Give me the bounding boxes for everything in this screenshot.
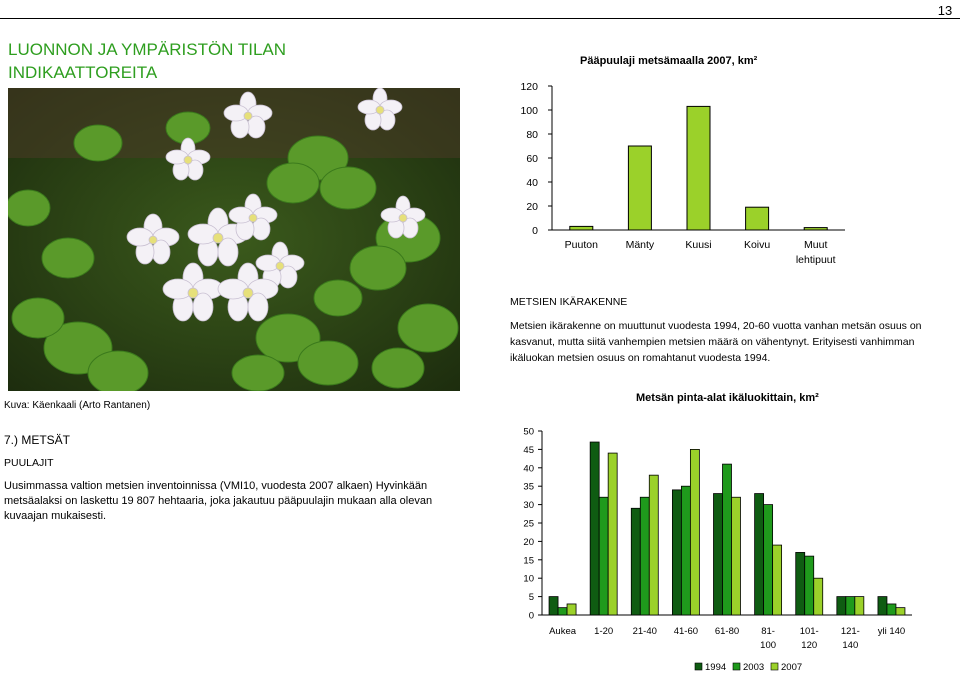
x-tick-label: Muut bbox=[804, 239, 828, 251]
x-tick-label: Mänty bbox=[625, 239, 655, 251]
bar-2003 bbox=[599, 497, 608, 615]
x-tick-label: Puuton bbox=[564, 239, 598, 251]
wood-sorrel-flowers-photo bbox=[8, 88, 460, 391]
y-tick-label: 100 bbox=[520, 105, 538, 117]
bar-2007 bbox=[814, 578, 823, 615]
bar-2007 bbox=[649, 475, 658, 615]
legend-swatch bbox=[733, 663, 740, 670]
chart1-title: Pääpuulaji metsämaalla 2007, km² bbox=[580, 55, 758, 67]
x-tick-label: 21-40 bbox=[632, 626, 657, 637]
bar-2003 bbox=[640, 497, 649, 615]
bar-1994 bbox=[549, 597, 558, 615]
tree-species-bar-chart bbox=[500, 78, 860, 278]
y-tick-label: 120 bbox=[520, 81, 538, 93]
bar-2007 bbox=[567, 604, 576, 615]
x-tick-label: yli 140 bbox=[877, 626, 906, 637]
bar bbox=[746, 207, 769, 230]
age-structure-title: METSIEN IKÄRAKENNE bbox=[510, 296, 628, 308]
header-divider bbox=[0, 18, 960, 19]
bar-2007 bbox=[855, 597, 864, 615]
x-tick-label: 101- bbox=[799, 626, 819, 637]
bar-2003 bbox=[723, 464, 732, 615]
y-tick-label: 20 bbox=[523, 536, 534, 548]
y-tick-label: 10 bbox=[523, 573, 534, 585]
bar bbox=[628, 146, 651, 230]
page-heading: LUONNON JA YMPÄRISTÖN TILAN INDIKAATTOREITA bbox=[8, 40, 287, 82]
age-class-bar-chart bbox=[500, 420, 920, 680]
x-tick-label: lehtipuut bbox=[795, 254, 836, 266]
bar-1994 bbox=[714, 494, 723, 615]
y-tick-label: 40 bbox=[523, 463, 534, 475]
x-tick-label: 121- bbox=[840, 626, 860, 637]
page-number: 13 bbox=[937, 3, 953, 18]
bar-2003 bbox=[846, 597, 855, 615]
chart2-title: Metsän pinta-alat ikäluokittain, km² bbox=[636, 392, 819, 404]
x-tick-label: 100 bbox=[760, 640, 777, 651]
bar-2007 bbox=[732, 497, 741, 615]
photo-caption: Kuva: Käenkaali (Arto Rantanen) bbox=[4, 400, 151, 411]
y-tick-label: 40 bbox=[526, 177, 538, 189]
x-tick-label: 81- bbox=[761, 626, 775, 637]
y-tick-label: 35 bbox=[523, 481, 534, 493]
y-tick-label: 0 bbox=[532, 225, 538, 237]
bar-2003 bbox=[764, 505, 773, 615]
bar-1994 bbox=[837, 597, 846, 615]
legend-swatch bbox=[771, 663, 778, 670]
y-tick-label: 20 bbox=[526, 201, 538, 213]
section-title: 7.) METSÄT bbox=[4, 433, 71, 447]
y-tick-label: 15 bbox=[523, 555, 534, 567]
bar-2007 bbox=[608, 453, 617, 615]
bar-2003 bbox=[558, 608, 567, 615]
y-tick-label: 25 bbox=[523, 518, 534, 530]
x-tick-label: 120 bbox=[801, 640, 818, 651]
bar-2007 bbox=[773, 545, 782, 615]
x-tick-label: Koivu bbox=[743, 239, 771, 251]
bar-1994 bbox=[590, 442, 599, 615]
bar-1994 bbox=[878, 597, 887, 615]
age-structure-paragraph: Metsien ikärakenne on muuttunut vuodesta 1994, 20-60 vuotta vanhan metsän osuus on kasvanut, mutta siitä vanhempien metsien määrä on vähentynyt. Erityisesti vanhimman ikäluokan metsien osuus on romahtanut vuodesta 1994. bbox=[510, 320, 922, 364]
section-subtitle: PUULAJIT bbox=[4, 457, 54, 469]
x-tick-label: 41-60 bbox=[673, 626, 699, 637]
y-tick-label: 60 bbox=[526, 153, 538, 165]
bar-2003 bbox=[681, 486, 690, 615]
y-tick-label: 50 bbox=[523, 426, 534, 438]
x-tick-label: Aukea bbox=[549, 626, 577, 637]
bar-2003 bbox=[887, 604, 896, 615]
y-tick-label: 5 bbox=[528, 592, 534, 604]
x-tick-label: 61-80 bbox=[714, 626, 740, 637]
legend-label: 2003 bbox=[743, 662, 765, 673]
bar-2007 bbox=[690, 449, 699, 615]
y-tick-label: 45 bbox=[523, 444, 534, 456]
age-structure-text bbox=[510, 318, 960, 366]
x-tick-label: Kuusi bbox=[685, 239, 712, 251]
bar-2007 bbox=[896, 608, 905, 615]
bar bbox=[804, 228, 827, 230]
x-tick-label: 140 bbox=[842, 640, 859, 651]
x-tick-label: 1-20 bbox=[594, 626, 614, 637]
bar-1994 bbox=[672, 490, 681, 615]
legend-swatch bbox=[695, 663, 702, 670]
bar-2003 bbox=[805, 556, 814, 615]
y-tick-label: 80 bbox=[526, 129, 538, 141]
bar bbox=[687, 106, 710, 230]
legend-label: 1994 bbox=[705, 662, 727, 673]
bar-1994 bbox=[796, 552, 805, 615]
legend-label: 2007 bbox=[781, 662, 803, 673]
bar-1994 bbox=[755, 494, 764, 615]
section-body: Uusimmassa valtion metsien inventoinnissa (VMI10, vuodesta 2007 alkaen) Hyvinkään metsäalaksi on laskettu 19 807 hehtaaria, joka jakautuu pääpuulajin mukaan alla olevan kuvaajan mukaisesti. bbox=[4, 480, 433, 522]
y-tick-label: 0 bbox=[528, 610, 534, 622]
bar bbox=[570, 226, 593, 230]
bar-1994 bbox=[631, 508, 640, 615]
y-tick-label: 30 bbox=[523, 500, 534, 512]
